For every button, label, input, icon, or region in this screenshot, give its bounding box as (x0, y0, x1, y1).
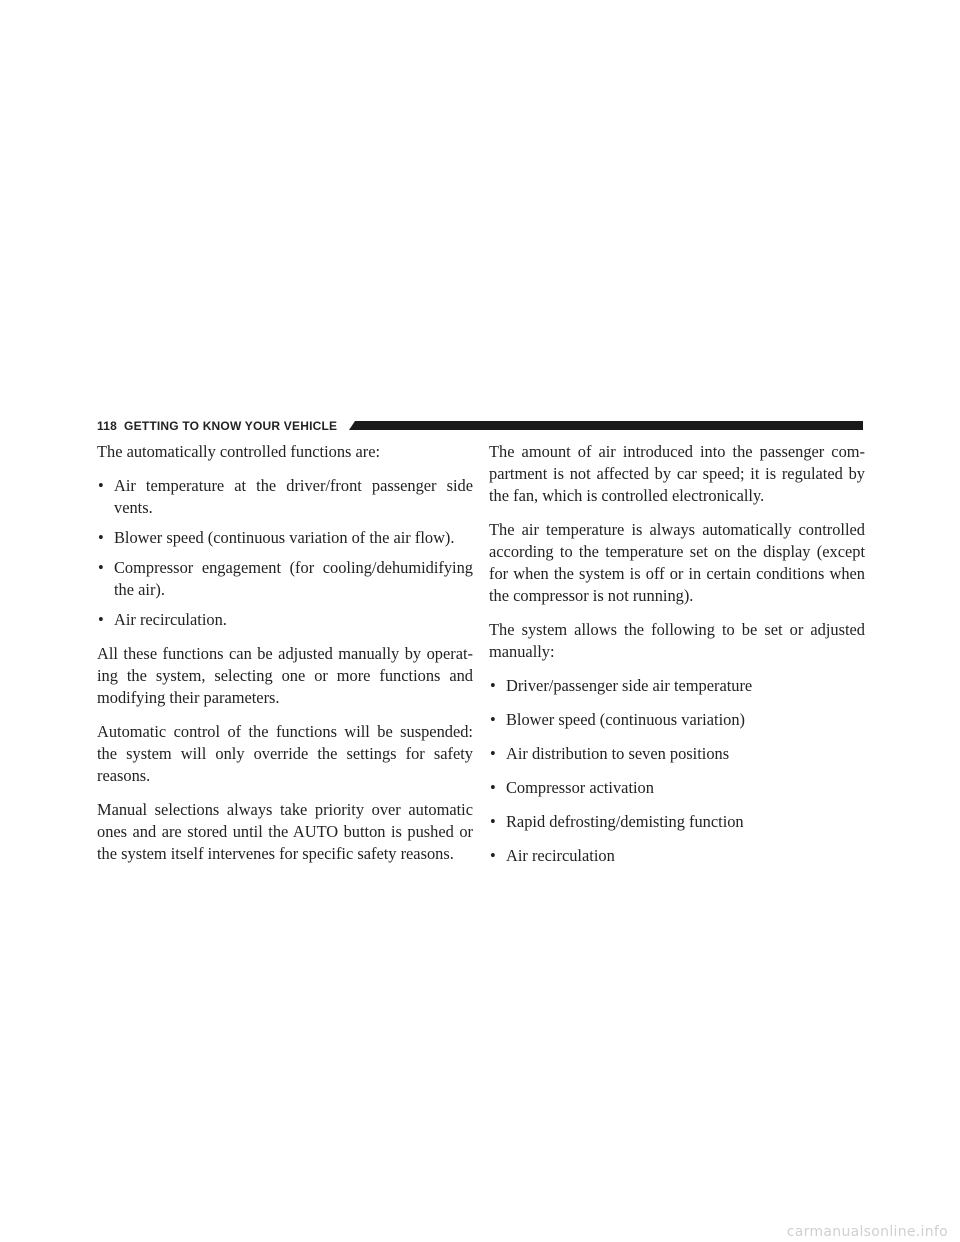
bullet-icon: • (98, 528, 104, 547)
list-item (489, 845, 865, 867)
list-item (489, 675, 865, 697)
bullet-icon: • (490, 778, 496, 797)
list-item (97, 527, 473, 549)
list-item (489, 709, 865, 731)
list-item (97, 557, 473, 601)
list-item-text: Blower speed (continuous variation) (506, 710, 745, 729)
page-number: 118 (97, 419, 117, 433)
body-paragraph: Automatic control of the functions will be suspended: the system will only override the settings for safety reasons. (97, 722, 473, 785)
bullet-icon: • (98, 476, 104, 495)
body-paragraph: The air temperature is always automatically controlled according to the temperature set on the display (except for when the system is off or in certain conditions when the compressor is not running). (489, 520, 865, 605)
list-item-text: Compressor activation (506, 778, 654, 797)
section-title: GETTING TO KNOW YOUR VEHICLE (124, 419, 338, 433)
list-item (489, 743, 865, 765)
body-paragraph: The amount of air introduced into the passenger com-partment is not affected by car speed; it is regulated by the fan, which is controlled electronically. (489, 442, 865, 505)
list-item-text: Air recirculation. (114, 610, 227, 629)
list-item (489, 811, 865, 833)
bullet-icon: • (490, 812, 496, 831)
page-header (97, 419, 863, 433)
header-text (97, 418, 337, 434)
watermark (660, 1216, 960, 1242)
intro-paragraph: The automatically controlled functions are: (97, 442, 381, 461)
header-rule-bar (349, 421, 863, 430)
list-item-text: Compressor engagement (for cooling/dehumidifying the air). (114, 558, 473, 599)
list-item-text: Blower speed (continuous variation of the air flow). (114, 528, 455, 547)
bullet-icon: • (98, 558, 104, 577)
body-paragraph: The system allows the following to be set or adjusted manually: (489, 620, 865, 661)
list-item-text: Air recirculation (506, 846, 615, 865)
watermark-text: carmanualsonline.info (786, 1224, 948, 1240)
auto-functions-list (97, 475, 473, 631)
left-column (97, 441, 473, 877)
bullet-icon: • (98, 610, 104, 629)
list-item-text: Air distribution to seven positions (506, 744, 730, 763)
list-item (97, 475, 473, 519)
bullet-icon: • (490, 676, 496, 695)
manual-settings-list (489, 675, 865, 867)
list-item-text: Rapid defrosting/demisting function (506, 812, 744, 831)
bullet-icon: • (490, 846, 496, 865)
body-paragraph: All these functions can be adjusted manually by operat-ing the system, selecting one or more functions and modifying their parameters. (97, 644, 473, 707)
bullet-icon: • (490, 744, 496, 763)
list-item-text: Driver/passenger side air temperature (506, 676, 753, 695)
list-item (97, 609, 473, 631)
list-item (489, 777, 865, 799)
list-item-text: Air temperature at the driver/front passenger side vents. (114, 476, 473, 517)
body-paragraph: Manual selections always take priority over automatic ones and are stored until the AUTO button is pushed or the system itself intervenes for specific safety reasons. (97, 800, 473, 863)
right-column (489, 441, 865, 879)
bullet-icon: • (490, 710, 496, 729)
